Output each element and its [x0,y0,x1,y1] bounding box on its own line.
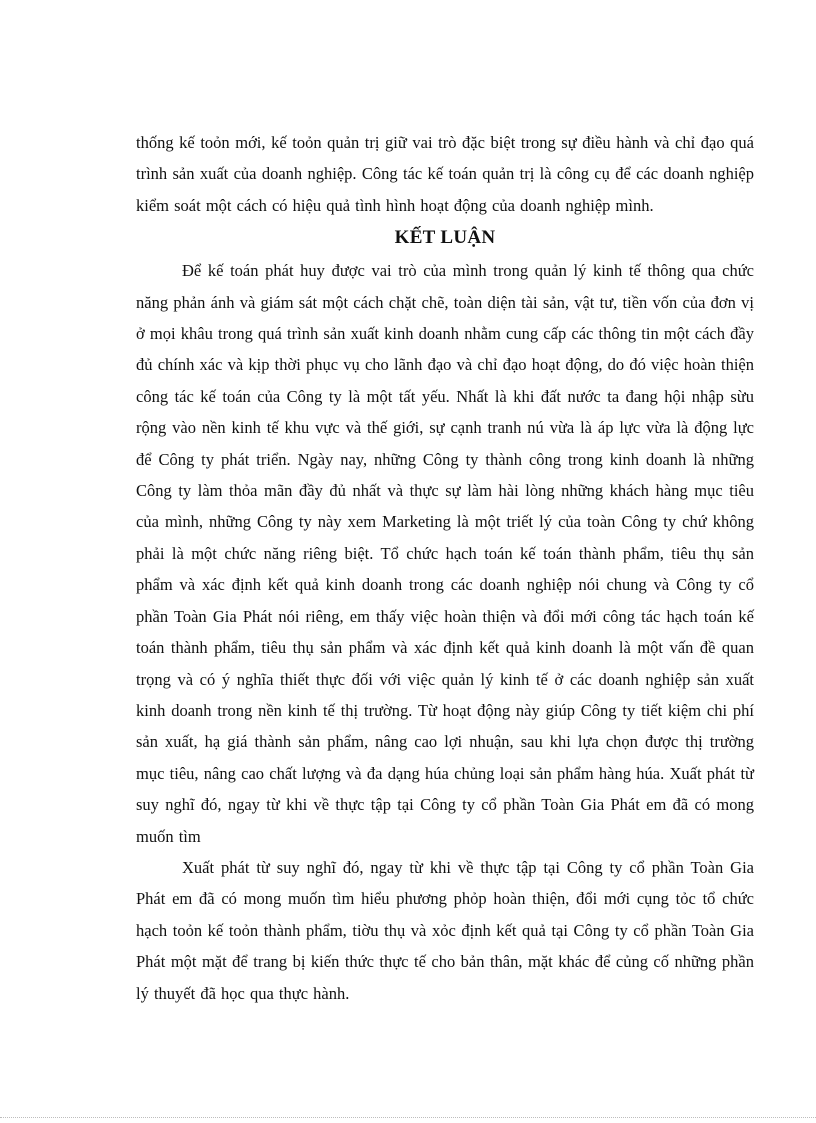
intro-paragraph: thống kế toỏn mới, kế toỏn quản trị giữ vai trò đặc biệt trong sự điều hành và chỉ đạo quá trình sản xuất của doanh nghiệp. Công tác kế toán quản trị là công cụ để các doanh nghiệp kiểm soát một cách có hiệu quả tình hình hoạt động của doanh nghiệp mình. [136,133,754,215]
conclusion-paragraph-2: Xuất phát từ suy nghĩ đó, ngay từ khi về thực tập tại Công ty cổ phần Toàn Gia Phát em đã có mong muốn tìm hiểu phương phỏp hoàn thiện, đổi mới cụng tỏc tổ chức hạch toỏn kế toỏn thành phẩm, tiờu thụ và xỏc định kết quả tại Công ty cổ phần Toàn Gia Phát một mặt để trang bị kiến thức thực tế cho bản thân, mặt khác để củng cố những phần lý thuyết đã học qua thực hành. [136,857,754,1003]
section-heading: KẾT LUẬN [394,227,496,249]
page-bottom-border [0,1117,816,1118]
document-body [136,127,754,1009]
conclusion-paragraph-1: Để kế toán phát huy được vai trò của mình trong quản lý kinh tế thông qua chức năng phản ánh và giám sát một cách chặt chẽ, toàn diện tài sản, vật tư, tiền vốn của đơn vị ở mọi khâu trong quá trình sản xuất kinh doanh nhằm cung cấp các thông tin một cách đầy đủ chính xác và kịp thời phục vụ cho lãnh đạo và chỉ đạo hoạt động, do đó việc hoàn thiện công tác kế toán của Công ty là một tất yếu. Nhất là khi đất nước ta đang hội nhập sừu rộng vào nền kinh tế khu vực và thế giới, sự cạnh tranh nú vừa là áp lực vừa là động lực để Công ty phát triển. Ngày nay, những Công ty thành công trong kinh doanh là những Công ty làm thỏa mãn đầy đủ nhất và thực sự làm hài lòng những khách hàng mục tiêu của mình, những Công ty này xem Marketing là một triết lý của toàn Công ty chứ không phải là một chức năng riêng biệt. Tổ chức hạch toán kế toán thành phẩm, tiêu thụ sản phẩm và xác định kết quả kinh doanh trong các doanh nghiệp nói chung và Công ty cổ phần Toàn Gia Phát nói riêng, em thấy việc hoàn thiện và đổi mới công tác hạch toán kế toán thành phẩm, tiêu thụ sản phẩm và xác định kết quả kinh doanh là một vấn đề quan trọng và có ý nghĩa thiết thực đối với việc quản lý kinh tế ở các doanh nghiệp sản xuất kinh doanh trong nền kinh tế thị trường. Từ hoạt động này giúp Công ty tiết kiệm chi phí sản xuất, hạ giá thành sản phẩm, nâng cao lợi nhuận, sau khi lựa chọn được thị trường mục tiêu, nâng cao chất lượng và đa dạng húa chủng loại sản phẩm hàng húa. Xuất phát từ suy nghĩ đó, ngay từ khi về thực tập tại Công ty cổ phần Toàn Gia Phát em đã có mong muốn tìm [136,261,754,846]
